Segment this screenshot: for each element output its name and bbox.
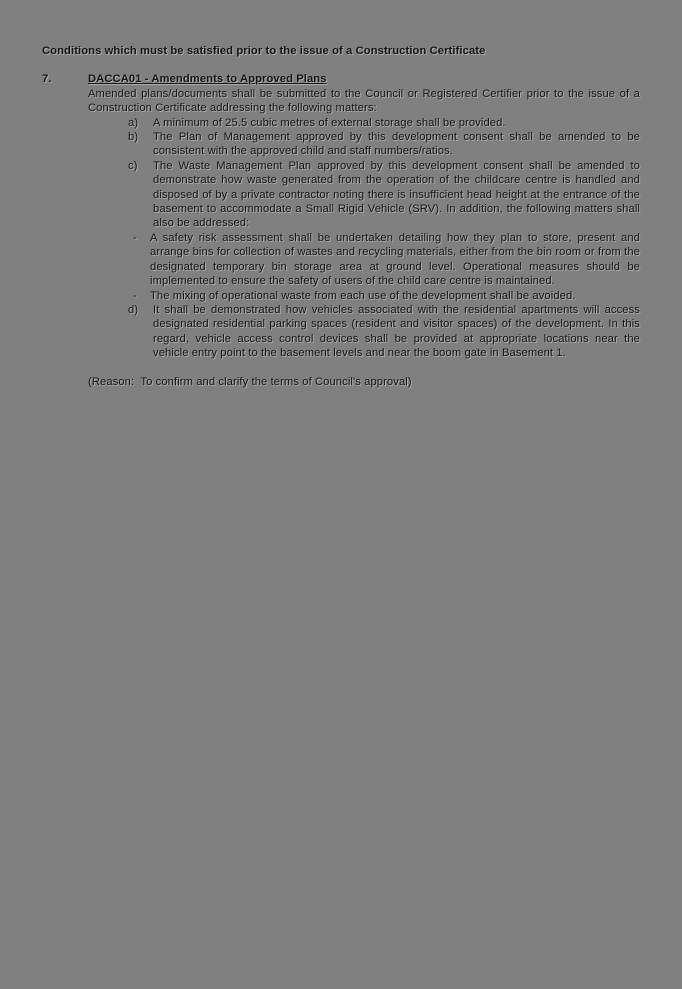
condition-number: 7. [42,73,52,86]
sub-list-text-2: The mixing of operational waste from each use of the development shall be avoided. [150,289,576,302]
list-text-c: The Waste Management Plan approved by this development consent shall be amended to demonstrate how waste generated from the operation of the childcare centre is handled and disposed of by a private contractor noting there is insufficient head height at the entrance of the basement to accommodate a Small Rigid Vehicle (SRV). In addition, the following matters shall also be addressed: [153,159,640,230]
list-marker-a: a) [128,116,139,129]
list-text-b: The Plan of Management approved by this development consent shall be amended to be consistent with the approved child and staff numbers/ratios. [153,131,640,158]
list-marker-b: b) [128,131,139,144]
list-item-a [88,116,640,130]
condition-header [42,72,640,86]
section-heading: Conditions which must be satisfied prior to the issue of a Construction Certificate [42,45,486,57]
list-item-b [88,130,640,159]
list-text-a: A minimum of 25.5 cubic metres of external storage shall be provided. [153,116,506,129]
list-marker-c: c) [128,159,138,172]
list-marker-d: d) [128,303,139,316]
condition-title: DACCA01 - Amendments to Approved Plans [88,73,327,86]
reason-note: (Reason: To confirm and clarify the terms of Council's approval) [88,375,412,388]
list-item-c [88,159,640,231]
sub-list-item-2 [88,289,640,303]
sub-list-marker-2: - [133,289,137,302]
condition-intro: Amended plans/documents shall be submitted to the Council or Registered Certifier prior to the issue of a Construction Certificate addressing the following matters: [88,87,640,115]
sub-list-marker-1: - [133,231,137,244]
condition-body [88,87,640,361]
list-text-d: It shall be demonstrated how vehicles associated with the residential apartments will access designated residential parking spaces (resident and visitor spaces) of the development. In this regard, vehicle access control devices shall be provided at appropriate locations near the vehicle entry point to the basement levels and near the boom gate in Basement 1. [153,303,640,360]
sub-list-item-1 [88,231,640,289]
sub-list-text-1: A safety risk assessment shall be undertaken detailing how they plan to store, present and arrange bins for collection of wastes and recycling materials, either from the bin room or from the designated temporary bin storage area at ground level. Operational measures should be implemented to ensure the safety of users of the child care centre is maintained. [150,231,640,288]
list-item-d [88,303,640,361]
